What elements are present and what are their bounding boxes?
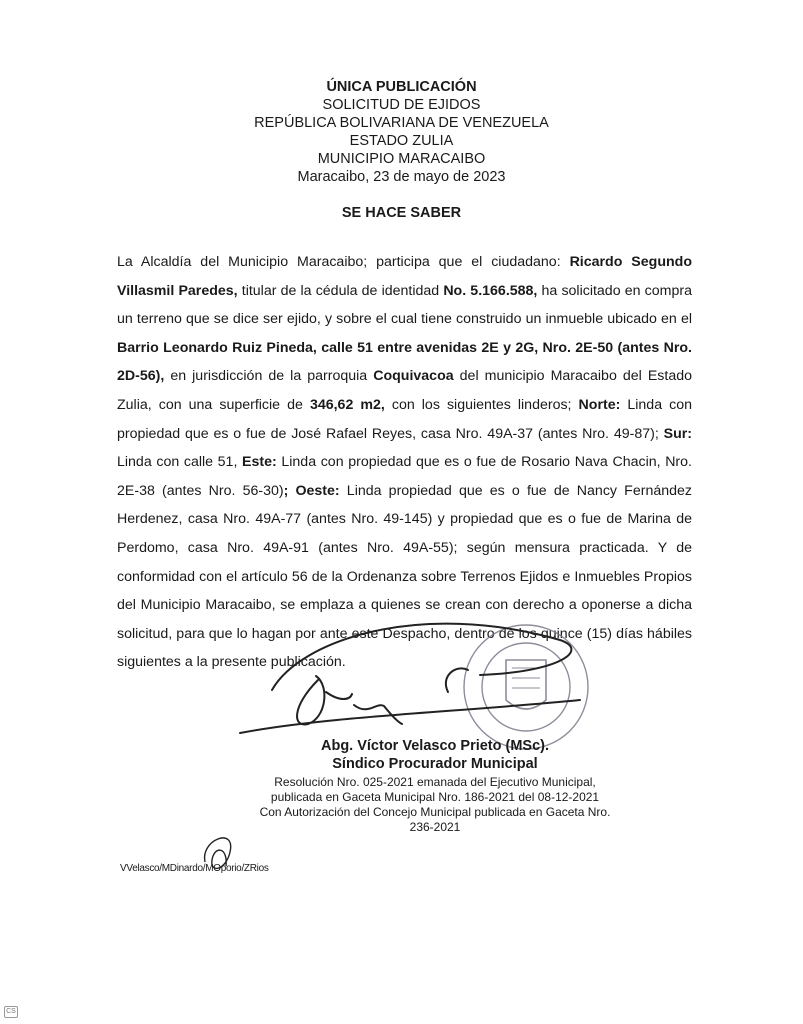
document-header bbox=[0, 78, 803, 186]
municipality-line: MUNICIPIO MARACAIBO bbox=[317, 151, 486, 167]
south-text: Linda con calle 51, bbox=[117, 454, 243, 471]
east-text: Linda con propiedad que es o fue de Rosario Nava Chacin, Nro. 2E-38 (antes Nro. 56-30) bbox=[117, 454, 692, 499]
initials-reference: VVelasco/MDinardo/MOporio/ZRios bbox=[120, 863, 269, 874]
resolution-line-1: Resolución Nro. 025-2021 emanada del Ejecutivo Municipal, bbox=[274, 775, 596, 789]
body-text-3: ha solicitado en compra un terreno que se dice ser ejido, y sobre el cual tiene construido un inmueble ubicado en el bbox=[117, 282, 692, 328]
request-title: SOLICITUD DE EJIDOS bbox=[322, 97, 481, 113]
resolution-line-3: Con Autorización del Concejo Municipal publicada en Gaceta Nro. bbox=[259, 805, 611, 819]
scanner-logo-icon: CS bbox=[4, 1006, 18, 1018]
property-area: 346,62 m2, bbox=[309, 396, 385, 413]
country-line: REPÚBLICA BOLIVARIANA DE VENEZUELA bbox=[254, 115, 549, 131]
state-line: ESTADO ZULIA bbox=[349, 133, 454, 149]
body-text-6: con los siguientes linderos; bbox=[384, 396, 579, 413]
body-text-5: del municipio Maracaibo del Estado Zulia, con una superficie de bbox=[117, 368, 692, 413]
body-text-4: en jurisdicción de la parroquia bbox=[164, 368, 374, 385]
south-label: Sur: bbox=[663, 425, 692, 442]
north-text: Linda con propiedad que es o fue de José Rafael Reyes, casa Nro. 49A-37 (antes Nro. 49-87); bbox=[117, 396, 692, 442]
west-text: Linda propiedad que es o fue de Nancy Fernández Herdenez, casa Nro. 49A-77 (antes Nro. 49-145) y propiedad que es o fue de Marina de Perdomo, casa Nro. 49A-91 (antes Nro. 49A-55); según mensura practicada. Y de conformidad con el artículo 56 de la Ordenanza sobre Terrenos Ejidos e Inmuebles Propios del Municipio Maracaibo, se emplaza a quienes se crean con derecho a oponerse a dicha solicitud, para que lo hagan por ante este Despacho, dentro de los quince (15) días hábiles siguientes a la presente publicación. bbox=[117, 482, 692, 671]
body-text-1: La Alcaldía del Municipio Maracaibo; participa que el ciudadano: bbox=[117, 254, 570, 270]
signer-block bbox=[250, 737, 620, 835]
resolution-line-4: 236-2021 bbox=[409, 820, 461, 834]
notice-heading: SE HACE SABER bbox=[341, 205, 462, 221]
body-text-2: titular de la cédula de identidad bbox=[237, 282, 444, 299]
publication-title: ÚNICA PUBLICACIÓN bbox=[326, 79, 477, 95]
west-label: ; Oeste: bbox=[283, 482, 340, 499]
property-address: Barrio Leonardo Ruiz Pineda, calle 51 entre avenidas 2E y 2G, Nro. 2E-50 (antes Nro. 2D-56), bbox=[117, 339, 692, 385]
north-label: Norte: bbox=[578, 396, 621, 413]
citizen-name: Ricardo Segundo Villasmil Paredes, bbox=[117, 254, 692, 299]
east-label: Este: bbox=[242, 454, 277, 471]
id-number: No. 5.166.588, bbox=[443, 282, 538, 299]
resolution-line-2: publicada en Gaceta Municipal Nro. 186-2021 del 08-12-2021 bbox=[270, 790, 600, 804]
parish-name: Coquivacoa bbox=[373, 368, 454, 385]
document-date: Maracaibo, 23 de mayo de 2023 bbox=[297, 169, 506, 185]
signer-resolution bbox=[250, 775, 620, 835]
signer-name: Abg. Víctor Velasco Prieto (MSc). bbox=[320, 738, 550, 754]
signer-title: Síndico Procurador Municipal bbox=[332, 756, 538, 772]
notice-body bbox=[117, 248, 692, 677]
